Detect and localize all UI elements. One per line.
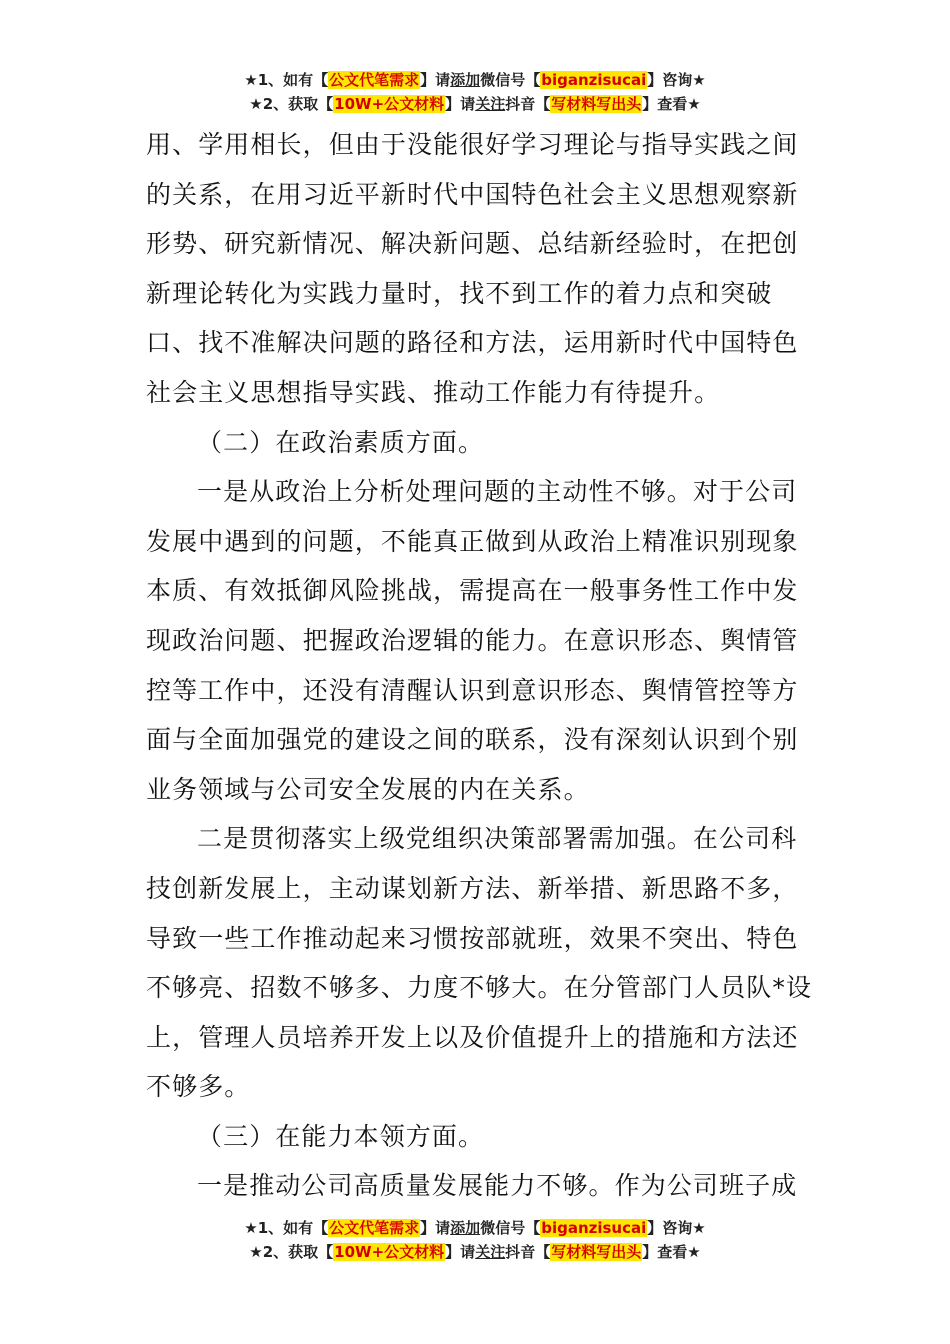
star-icon: ★ bbox=[249, 95, 263, 113]
highlight-text: 公文代笔需求 bbox=[329, 71, 420, 89]
star-icon: ★ bbox=[687, 95, 701, 113]
highlight-text: 10W+公文材料 bbox=[334, 1243, 445, 1261]
text-line: 技创新发展上，主动谋划新方法、新举措、新思路不多， bbox=[146, 873, 799, 903]
underlined-text: 关注 bbox=[475, 1243, 506, 1261]
banner-text: 抖音【 bbox=[505, 95, 551, 113]
douyin-account: 写材料写出头 bbox=[551, 95, 642, 113]
underlined-text: 添加 bbox=[450, 1219, 481, 1237]
text-line: 的关系，在用习近平新时代中国特色社会主义思想观察新 bbox=[146, 179, 799, 209]
banner-text: 抖音【 bbox=[505, 1243, 551, 1261]
banner-text: 】请 bbox=[420, 71, 451, 89]
text-line: 不够亮、招数不够多、力度不够大。在分管部门人员队*设 bbox=[146, 973, 813, 1003]
banner-text: 1、如有【 bbox=[257, 71, 329, 89]
douyin-account: 写材料写出头 bbox=[551, 1243, 642, 1261]
highlight-text: 10W+公文材料 bbox=[334, 95, 445, 113]
text-line: 口、找不准解决问题的路径和方法，运用新时代中国特色 bbox=[146, 328, 799, 358]
highlight-text: 公文代笔需求 bbox=[329, 1219, 420, 1237]
text-line: 面与全面加强党的建设之间的联系，没有深刻认识到个别 bbox=[146, 725, 799, 755]
banner-text: 1、如有【 bbox=[257, 1219, 329, 1237]
text-line: 二是贯彻落实上级党组织决策部署需加强。在公司科 bbox=[197, 824, 798, 854]
paragraph-4 bbox=[146, 1161, 808, 1211]
banner-text: 】请 bbox=[445, 1243, 476, 1261]
banner-text: 】请 bbox=[445, 95, 476, 113]
header-banner bbox=[0, 68, 950, 116]
underlined-text: 添加 bbox=[450, 71, 481, 89]
text-line: 现政治问题、把握政治逻辑的能力。在意识形态、舆情管 bbox=[146, 625, 799, 655]
text-line: 社会主义思想指导实践、推动工作能力有待提升。 bbox=[146, 377, 721, 407]
star-icon: ★ bbox=[692, 1219, 706, 1237]
text-line: 本质、有效抵御风险挑战，需提高在一般事务性工作中发 bbox=[146, 576, 799, 606]
banner-text: 】查看 bbox=[642, 1243, 688, 1261]
star-icon: ★ bbox=[687, 1243, 701, 1261]
banner-text: 2、获取【 bbox=[262, 1243, 334, 1261]
text-line: 一是从政治上分析处理问题的主动性不够。对于公司 bbox=[197, 477, 798, 507]
text-line: 控等工作中，还没有清醒认识到意识形态、舆情管控等方 bbox=[146, 675, 799, 705]
document-body bbox=[146, 120, 813, 1211]
paragraph-1 bbox=[146, 120, 808, 418]
underlined-text: 关注 bbox=[475, 95, 506, 113]
banner-text: 微信号【 bbox=[480, 1219, 541, 1237]
wechat-id: biganzisucai bbox=[541, 1219, 647, 1237]
section-heading-3: （三）在能力本领方面。 bbox=[197, 1121, 485, 1151]
text-line: 一是推动公司高质量发展能力不够。作为公司班子成 bbox=[197, 1171, 798, 1201]
text-line: 形势、研究新情况、解决新问题、总结新经验时，在把创 bbox=[146, 229, 799, 259]
text-line: 发展中遇到的问题，不能真正做到从政治上精准识别现象 bbox=[146, 526, 799, 556]
banner-text: 微信号【 bbox=[480, 71, 541, 89]
text-line: 上，管理人员培养开发上以及价值提升上的措施和方法还 bbox=[146, 1022, 799, 1052]
paragraph-3 bbox=[146, 814, 813, 1112]
banner-text: 2、获取【 bbox=[262, 95, 334, 113]
text-line: 用、学用相长，但由于没能很好学习理论与指导实践之间 bbox=[146, 130, 799, 159]
footer-banner bbox=[0, 1216, 950, 1264]
star-icon: ★ bbox=[692, 71, 706, 89]
banner-text: 】咨询 bbox=[647, 1219, 693, 1237]
text-line: 导致一些工作推动起来习惯按部就班，效果不突出、特色 bbox=[146, 923, 799, 953]
text-line: 不够多。 bbox=[146, 1072, 251, 1102]
banner-text: 】咨询 bbox=[647, 71, 693, 89]
star-icon: ★ bbox=[249, 1243, 263, 1261]
text-line: 业务领域与公司安全发展的内在关系。 bbox=[146, 774, 590, 804]
wechat-id: biganzisucai bbox=[541, 71, 647, 89]
paragraph-2 bbox=[146, 467, 808, 814]
section-heading-2: （二）在政治素质方面。 bbox=[197, 427, 485, 457]
banner-text: 】请 bbox=[420, 1219, 451, 1237]
banner-text: 】查看 bbox=[642, 95, 688, 113]
star-icon: ★ bbox=[244, 1219, 258, 1237]
banner-line-2 bbox=[0, 92, 950, 116]
star-icon: ★ bbox=[244, 71, 258, 89]
text-line: 新理论转化为实践力量时，找不到工作的着力点和突破 bbox=[146, 278, 773, 308]
banner-line-1 bbox=[0, 68, 950, 92]
banner-line-2 bbox=[0, 1240, 950, 1264]
banner-line-1 bbox=[0, 1216, 950, 1240]
